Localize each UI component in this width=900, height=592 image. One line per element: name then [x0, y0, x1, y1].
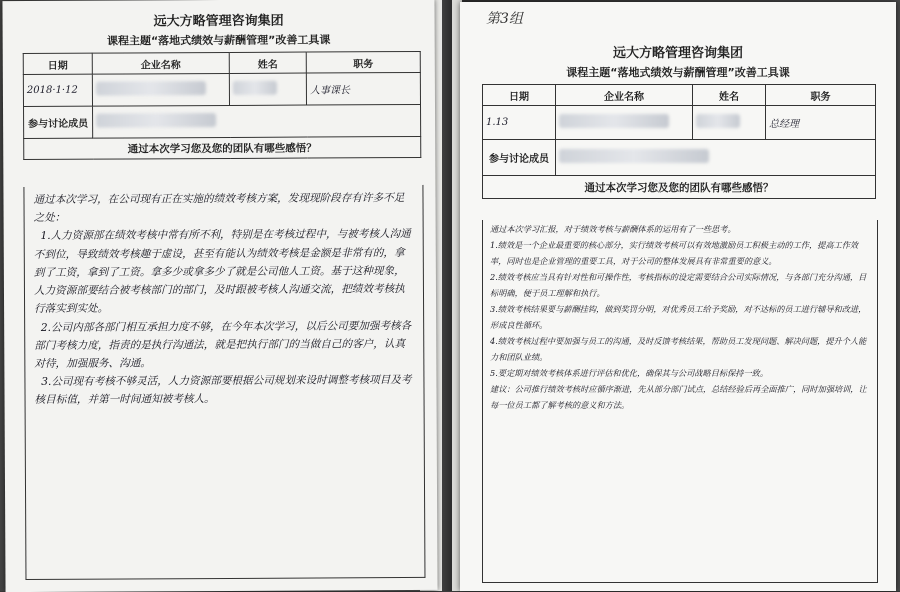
date-value: 2018·1·12 — [23, 74, 92, 106]
members-value — [93, 104, 421, 138]
company-value — [92, 73, 229, 106]
redacted-name — [696, 114, 740, 128]
position-header: 职务 — [306, 51, 420, 73]
redacted-name — [233, 81, 277, 95]
org-title: 远大方略管理咨询集团 — [153, 13, 284, 30]
name-value — [693, 106, 766, 140]
org-title: 远大方略管理咨询集团 — [612, 46, 743, 61]
company-header: 企业名称 — [92, 52, 229, 74]
info-table — [23, 51, 422, 160]
date-header: 日期 — [483, 85, 556, 106]
date-header: 日期 — [23, 53, 92, 74]
company-value — [556, 106, 693, 140]
redacted-members — [96, 113, 216, 128]
members-label: 参与讨论成员 — [24, 106, 93, 138]
left-form-sheet — [2, 0, 437, 592]
members-label: 参与讨论成员 — [483, 140, 556, 176]
handwritten-answer: 通过本次学习汇报，对于绩效考核与薪酬体系的运用有了一些思考。 1.绩效是一个企业最重要的核心部分，实行绩效考核可以有效地激励员工积极主动的工作，提高工作效率，同时也是企业管理的重要工具，对于公司的整体发展具有非常重要的意义。 2.绩效考核应当具有针对性和可操作性，考核指标的设定需要结合公司实际情况，与各部门充分沟通，目标明确，便于员工理解和执行。 3.绩效考核结果要与薪酬挂钩，做到奖罚分明，对优秀员工给予奖励，对不达标的员工进行辅导和改进，形成良性循环。 4.绩效考核过程中要加强与员工的沟通，及时反馈考核结果，帮助员工发现问题、解决问题，提升个人能力和团队业绩。 5.要定期对绩效考核体系进行评估和优化，确保其与公司战略目标保持一致。 建议：公司推行绩效考核时应循序渐进，先从部分部门试点，总结经验后再全面推广，同时加强培训，让每一位员工都了解考核的意义和方法。 — [490, 224, 867, 410]
redacted-company — [559, 114, 669, 128]
members-value — [556, 140, 876, 176]
handwritten-answer: 通过本次学习，在公司现有正在实施的绩效考核方案，发现现阶段存有许多不足之处： 1.人力资源部在绩效考核中常有所不利，特别是在考核过程中，与被考核人沟通不到位，导致绩效考核趣于虚设，甚至有能认为绩效考核是金额是非常有的，拿到了工资，拿到了工资。拿多少或拿多少了就是公司他人工资。基于这种现象，人力资源部要结合被考核部门的部门，及时跟被考核人沟通交流，把绩效考核执行落实到实处。 2.公司内部各部门相互承担力度不够，在今年本次学习，以后公司要加强考核各部门考核力度，指责的是执行沟通法，就是把执行部门的当做自己的客户，认真对待，加强服务、沟通。 3.公司现有考核不够灵活，人力资源部要根据公司规划来设时调整考核项目及考核目标值，并第一时间通知被考核人。 — [33, 192, 412, 407]
group-mark: 第3组 — [486, 11, 523, 27]
redacted-members — [559, 149, 709, 163]
question-row: 通过本次学习您及您的团队有哪些感悟？ — [24, 136, 421, 159]
course-title: 课程主题“落地式绩效与薪酬管理”改善工具课 — [106, 33, 331, 48]
name-value — [229, 73, 306, 105]
position-value: 人事课长 — [306, 72, 420, 105]
name-header: 姓名 — [693, 85, 766, 106]
position-value: 总经理 — [766, 106, 876, 140]
name-header: 姓名 — [229, 52, 306, 73]
date-value: 1.13 — [483, 106, 556, 140]
info-table — [482, 84, 876, 199]
company-header: 企业名称 — [556, 85, 693, 106]
position-header: 职务 — [766, 85, 876, 106]
redacted-company — [96, 81, 206, 96]
right-form-sheet — [460, 2, 896, 591]
course-title: 课程主题“落地式绩效与薪酬管理”改善工具课 — [566, 66, 790, 79]
question-row: 通过本次学习您及您的团队有哪些感悟？ — [483, 176, 876, 199]
